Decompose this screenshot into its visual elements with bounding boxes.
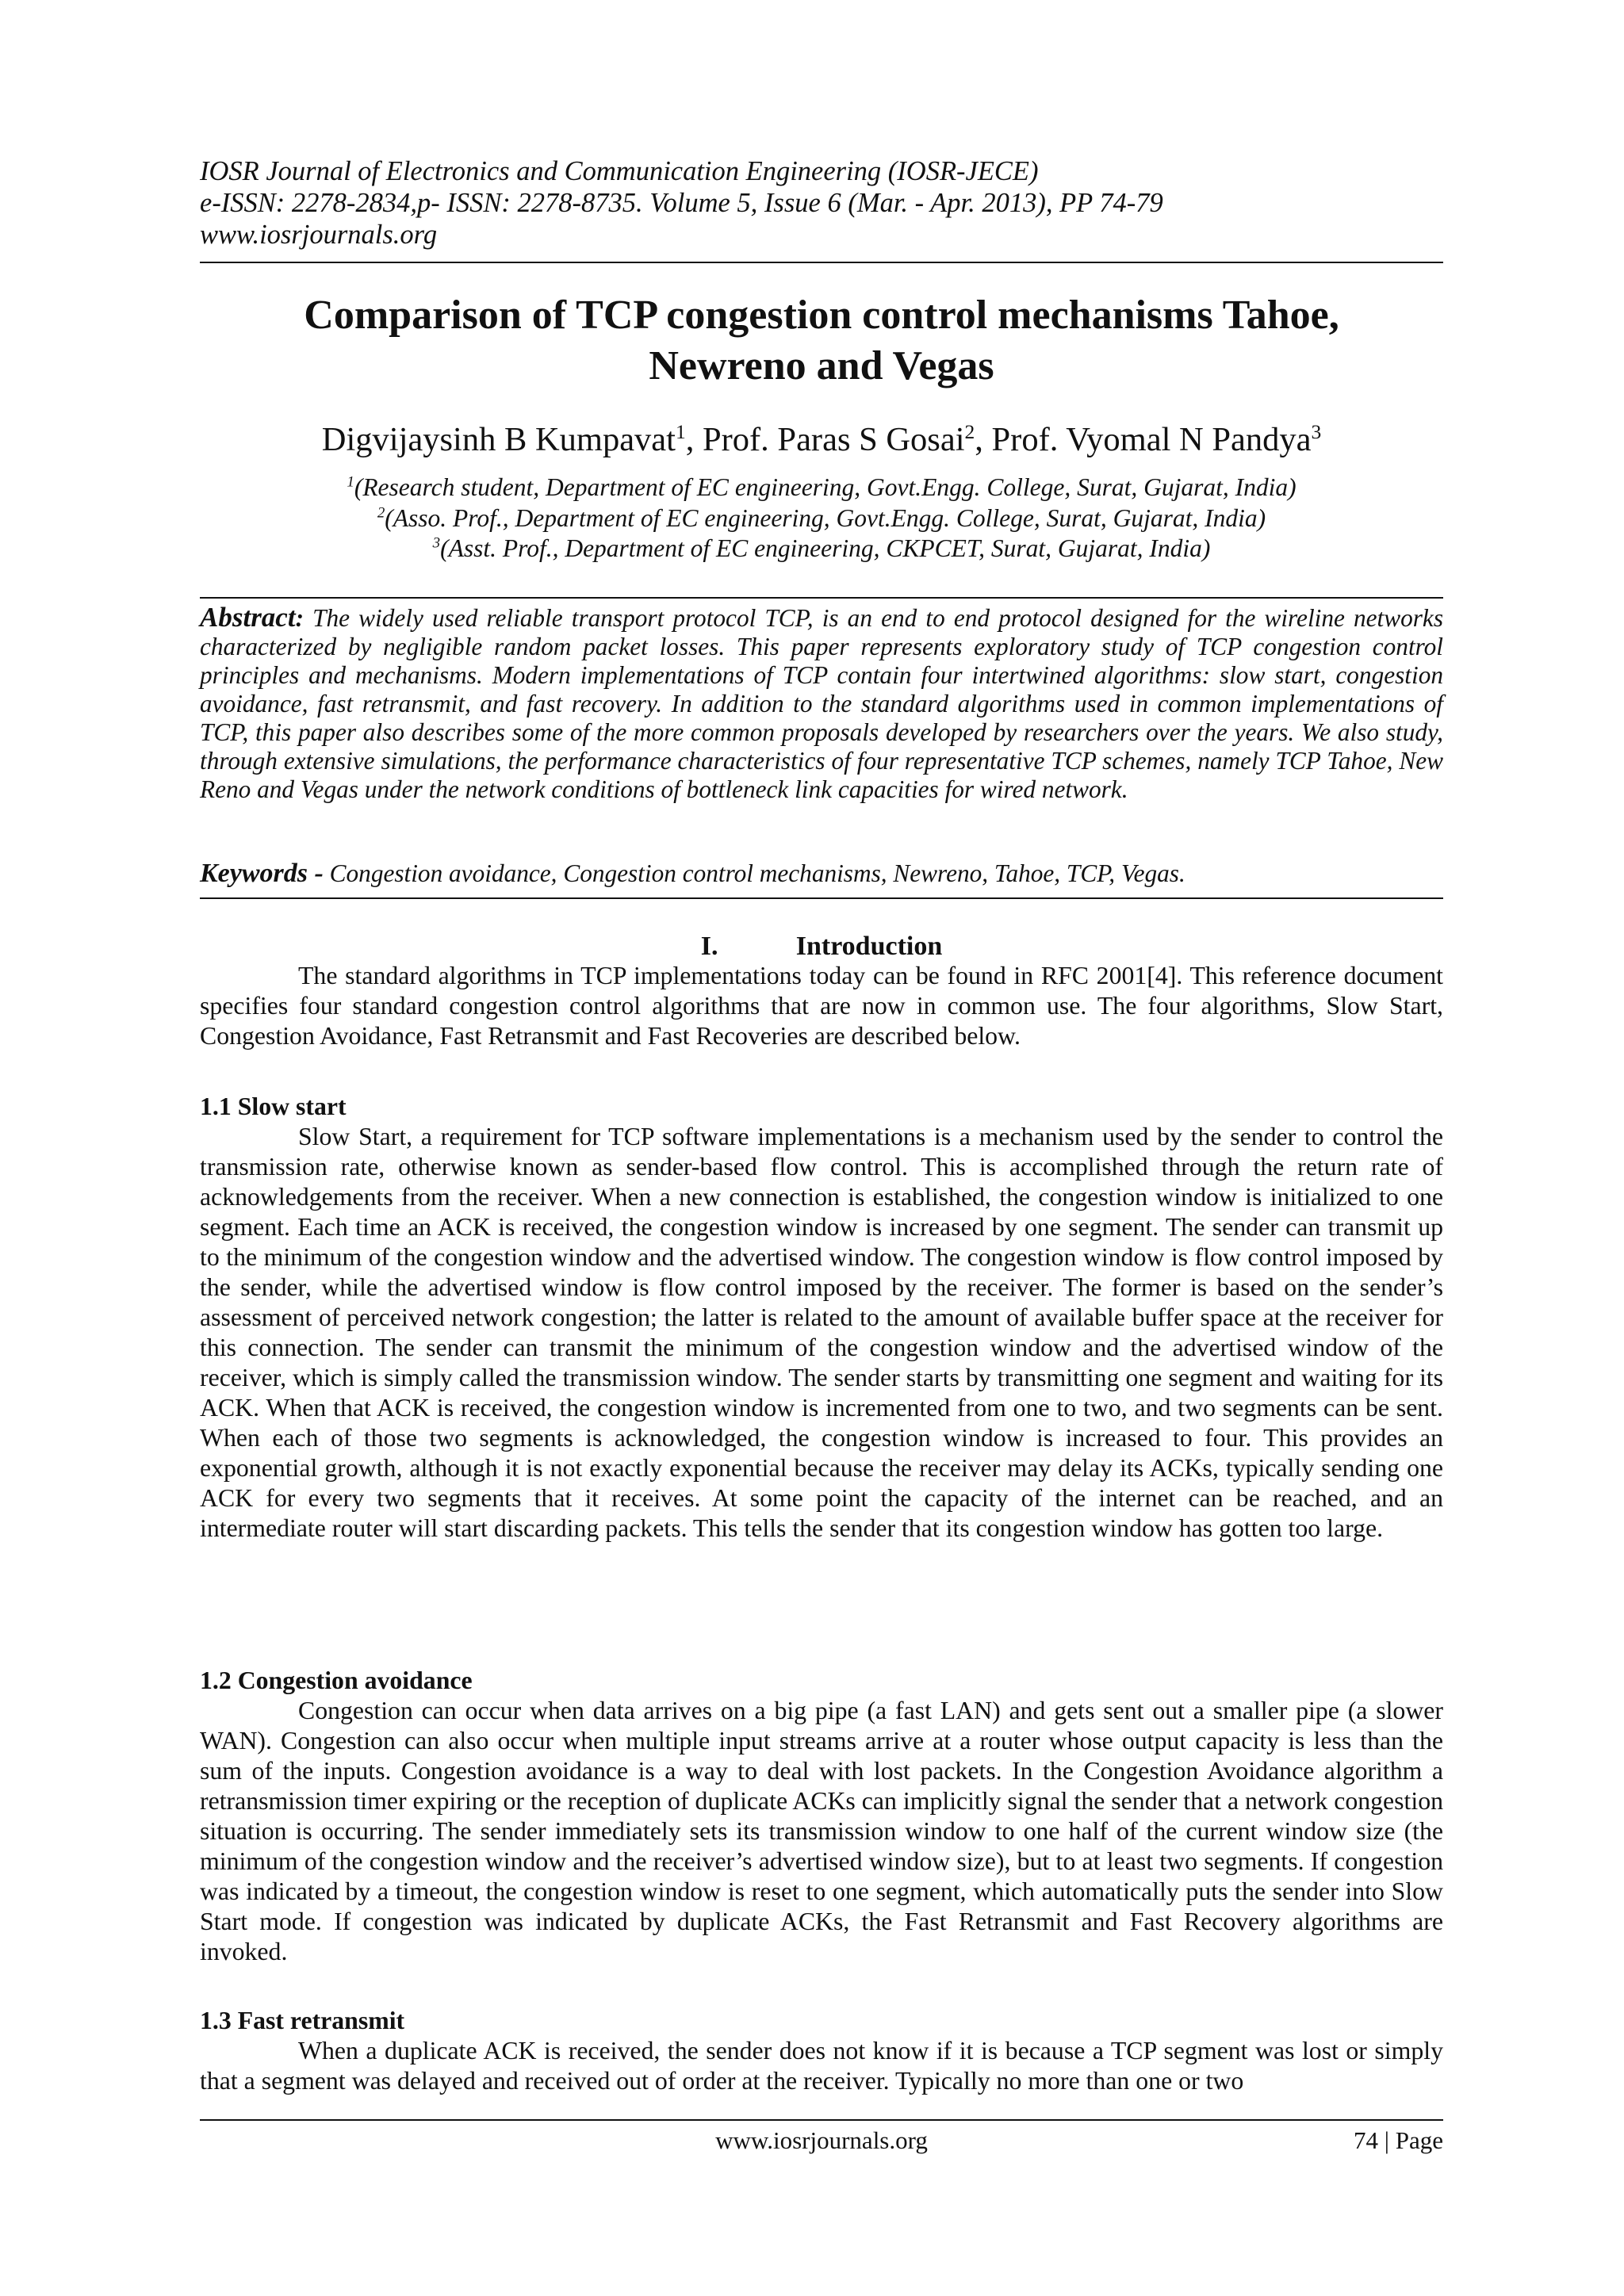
section-heading-introduction: I. Introduction — [700, 932, 943, 961]
fast-retransmit-paragraph: When a duplicate ACK is received, the sender does not know if it is because a TCP segment was lost or simply that a segment was delayed and received out of order at the receiver. Typically no more than one or two — [200, 2037, 1443, 2095]
keywords — [200, 859, 1443, 888]
author-list: Digvijaysinh B Kumpavat$^1$, Prof. Paras S Gosai$^2$, Prof. Vyomal N Pandya$^3$ — [321, 419, 1322, 458]
author-1-sup: 1 — [675, 419, 686, 443]
congestion-avoidance-paragraph: Congestion can occur when data arrives on a big pipe (a fast LAN) and gets sent out a smaller pipe (a slower WAN). Congestion can also occur when multiple input streams arrive at a router whose output capacity is less than the sum of the inputs. Congestion avoidance is a way to deal with lost packets. In the Congestion Avoidance algorithm a retransmission timer expiring or the reception of duplicate ACKs can implicitly signal the sender that a network congestion situation is occurring. The sender immediately sets its transmission window to one half of the current window size (the minimum of the congestion window and the receiver’s advertised window size), but to at least two segments. If congestion was indicated by a timeout, the congestion window is reset to one segment, which automatically puts the sender into Slow Start mode. If congestion was indicated by duplicate ACKs, the Fast Retransmit and Fast Recovery algorithms are invoked. — [200, 1697, 1443, 1965]
affiliation-2: $^2$(Asso. Prof., Department of EC engineering, Govt.Engg. College, Surat, Gujarat, India) — [377, 503, 1266, 532]
affiliation-3: $^3$(Asst. Prof., Department of EC engineering, CKPCET, Surat, Gujarat, India) — [432, 534, 1211, 562]
journal-website[interactable]: www.iosrjournals.org — [200, 220, 438, 250]
abstract-box — [200, 597, 1443, 899]
author-2-sup: 2 — [964, 419, 975, 443]
paper-title — [200, 290, 1443, 392]
journal-header — [200, 155, 1443, 251]
abstract: Abstract: The widely used reliable transport protocol TCP, is an end to end protocol designed for the wireline networks characterized by negligible random packet losses. This paper represents exploratory study of TCP congestion control principles and mechanisms. Modern implementations of TCP contain four intertwined algorithms: slow start, congestion avoidance, fast retransmit, and fast recovery. In addition to the standard algorithms used in common implementations of TCP, this paper also describes some of the more common proposals developed by researchers over the years. We also study, through extensive simulations, the performance characteristics of four representative TCP schemes, namely TCP Tahoe, New Reno and Vegas under the network conditions of bottleneck link capacities for wired network. — [200, 602, 1443, 803]
footer-website[interactable]: www.iosrjournals.org — [715, 2126, 928, 2154]
subsection-heading-fast-retransmit: 1.3 Fast retransmit — [200, 2007, 405, 2034]
abstract-label: Abstract — [200, 602, 296, 633]
keywords-label: Keywords - — [200, 859, 324, 888]
keywords-text: Congestion avoidance, Congestion control mechanisms, Newreno, Tahoe, TCP, Vegas. — [323, 859, 1185, 887]
header-rule — [200, 262, 1443, 263]
journal-name: IOSR Journal of Electronics and Communication Engineering (IOSR-JECE) — [200, 156, 1039, 186]
affiliations — [200, 473, 1443, 564]
paper-page — [200, 0, 1443, 2296]
subsection-heading-slow-start: 1.1 Slow start — [200, 1093, 347, 1120]
page-number: 74 | Page — [1354, 2126, 1443, 2154]
author-1: Digvijaysinh B Kumpavat — [321, 421, 676, 458]
intro-paragraph: The standard algorithms in TCP implementations today can be found in RFC 2001[4]. This reference document specifies four standard congestion control algorithms that are now in common use. The four algorithms, Slow Start, Congestion Avoidance, Fast Retransmit and Fast Recoveries are described below. — [200, 962, 1443, 1050]
slow-start-paragraph: Slow Start, a requirement for TCP software implementations is a mechanism used by the sender to control the transmission rate, otherwise known as sender-based flow control. This is accomplished through the return rate of acknowledgements from the receiver. When a new connection is established, the congestion window is initialized to one segment. Each time an ACK is received, the congestion window is increased by one segment. The sender can transmit up to the minimum of the congestion window and the advertised window. The congestion window is flow control imposed by the sender, while the advertised window is flow control imposed by the receiver. The former is based on the sender’s assessment of perceived network congestion; the latter is related to the amount of available buffer space at the receiver for this connection. The sender can transmit the minimum of the congestion window and the advertised window of the receiver, which is simply called the transmission window. The sender starts by transmitting one segment and waiting for its ACK. When that ACK is received, the congestion window is incremented from one to two, and two segments can be sent. When each of those two segments is acknowledged, the congestion window is increased to four. This provides an exponential growth, although it is not exactly exponential because the receiver may delay its ACKs, typically sending one ACK for every two segments that it receives. At some point the capacity of the internet can be reached, and an intermediate router will start discarding packets. This tells the sender that its congestion window has gotten too large. — [200, 1123, 1443, 1542]
subsection-heading-congestion-avoidance: 1.2 Congestion avoidance — [200, 1667, 473, 1694]
footer-rule — [200, 2119, 1443, 2121]
author-3: Prof. Vyomal N Pandya — [991, 421, 1312, 458]
journal-issn: e-ISSN: 2278-2834,p- ISSN: 2278-8735. Volume 5, Issue 6 (Mar. - Apr. 2013), PP 74-79 — [200, 188, 1163, 218]
author-3-sup: 3 — [1311, 419, 1322, 443]
abstract-text: The widely used reliable transport protocol TCP, is an end to end protocol designed for the wireline networks characterized by negligible random packet losses. This paper represents exploratory study of TCP congestion control principles and mechanisms. Modern implementations of TCP contain four intertwined algorithms: slow start, congestion avoidance, fast retransmit, and fast recovery. In addition to the standard algorithms used in common implementations of TCP, this paper also describes some of the more common proposals developed by researchers over the years. We also study, through extensive simulations, the performance characteristics of four representative TCP schemes, namely TCP Tahoe, New Reno and Vegas under the network conditions of bottleneck link capacities for wired network. — [200, 604, 1443, 803]
author-2: Prof. Paras S Gosai — [702, 421, 965, 458]
title-line-1: Comparison of TCP congestion control mechanisms Tahoe, — [304, 293, 1339, 338]
title-line-2: Newreno and Vegas — [649, 343, 994, 388]
affiliation-1: $^1$(Research student, Department of EC engineering, Govt.Engg. College, Surat, Gujarat, India) — [347, 473, 1297, 501]
